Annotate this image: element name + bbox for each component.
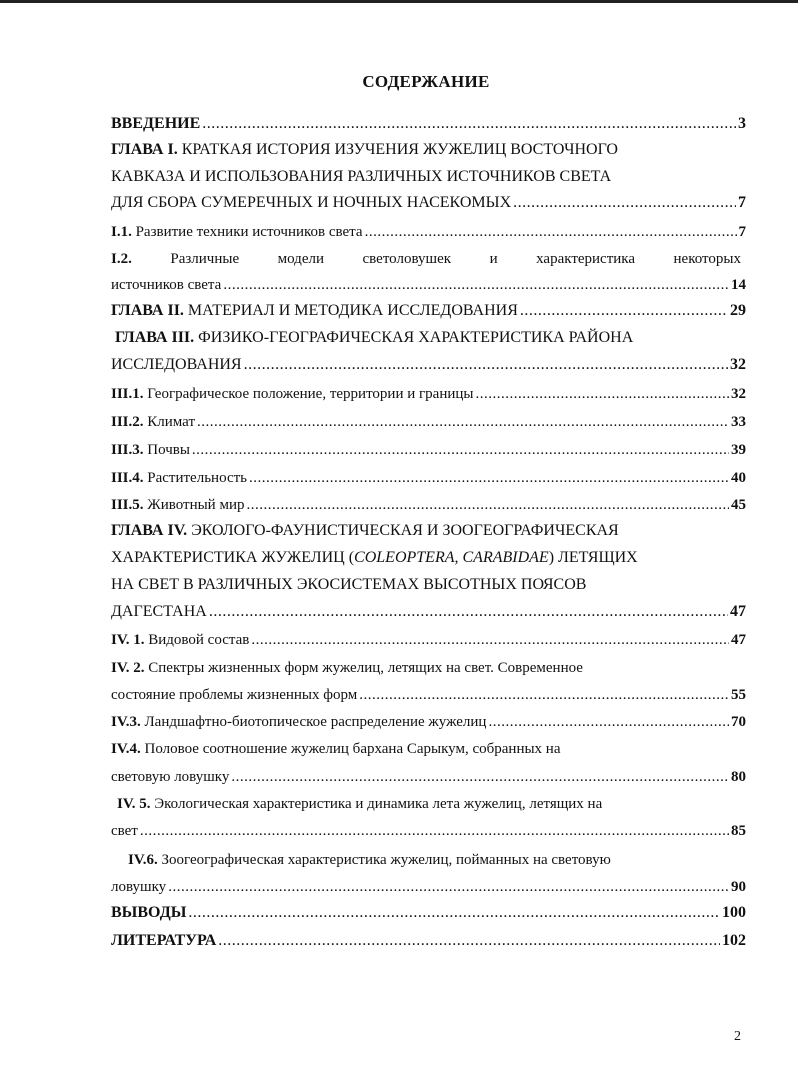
page-ref: 45	[731, 497, 746, 513]
dot-leader	[192, 442, 729, 459]
toc-entry-chapter-4-line4[interactable]	[111, 603, 746, 621]
page-ref: 32	[730, 356, 746, 373]
entry-text: ИССЛЕДОВАНИЯ	[111, 356, 242, 373]
entry-text: ХАРАКТЕРИСТИКА ЖУЖЕЛИЦ (	[111, 549, 355, 566]
page-ref: 85	[731, 823, 746, 839]
page-ref: 55	[731, 687, 746, 703]
dot-leader	[218, 932, 720, 950]
page-ref: 102	[722, 932, 746, 949]
dot-leader	[188, 904, 720, 922]
page-ref: 14	[731, 277, 746, 293]
toc-entry-chapter-3-line1[interactable]	[115, 329, 633, 347]
toc-entry-4-3[interactable]	[111, 714, 746, 731]
section-number: IV.4.	[111, 741, 141, 757]
toc-entry-3-4[interactable]	[111, 470, 746, 487]
page-ref: 90	[731, 879, 746, 895]
entry-text: ловушку	[111, 879, 167, 895]
dot-leader	[520, 302, 728, 320]
entry-label: ЛИТЕРАТУРА	[111, 932, 217, 949]
chapter-title: ЭКОЛОГО-ФАУНИСТИЧЕСКАЯ И ЗООГЕОГРАФИЧЕСКАЯ	[191, 522, 619, 539]
dot-leader	[488, 714, 729, 731]
chapter-label: ГЛАВА I.	[111, 141, 178, 158]
section-number: I.2.	[111, 251, 132, 267]
toc-entry-1-1[interactable]	[111, 224, 746, 241]
page-ref: 39	[731, 442, 746, 458]
toc-entry-literature[interactable]	[111, 932, 746, 950]
dot-leader	[249, 470, 729, 487]
dot-leader	[202, 115, 736, 133]
page-ref: 7	[738, 194, 746, 211]
page-ref: 29	[730, 302, 746, 319]
section-number: III.1.	[111, 386, 144, 402]
entry-text: Спектры жизненных форм жужелиц, летящих на свет. Современное	[148, 660, 583, 676]
chapter-title: ФИЗИКО-ГЕОГРАФИЧЕСКАЯ ХАРАКТЕРИСТИКА РАЙОНА	[198, 329, 634, 346]
dot-leader	[209, 603, 728, 621]
page-ref: 47	[730, 603, 746, 620]
section-number: I.1.	[111, 224, 132, 240]
dot-leader	[197, 414, 729, 431]
toc-entry-conclusions[interactable]	[111, 904, 746, 922]
section-number: IV.3.	[111, 714, 141, 730]
page-ref: 33	[731, 414, 746, 430]
entry-text: Половое соотношение жужелиц бархана Сарыкум, собранных на	[144, 741, 561, 757]
entry-text: ДЛЯ СБОРА СУМЕРЕЧНЫХ И НОЧНЫХ НАСЕКОМЫХ	[111, 194, 512, 211]
section-number: III.3.	[111, 442, 144, 458]
entry-text: Климат	[147, 414, 195, 430]
page-ref: 7	[738, 224, 746, 240]
page-ref: 70	[731, 714, 746, 730]
page-ref: 80	[731, 769, 746, 785]
entry-text: Географическое положение, территории и границы	[147, 386, 474, 402]
dot-leader	[246, 497, 729, 514]
dot-leader	[513, 194, 736, 212]
toc-entry-4-1[interactable]	[111, 632, 746, 649]
toc-entry-chapter-1-line1[interactable]	[111, 141, 618, 159]
section-number: III.4.	[111, 470, 144, 486]
toc-entry-chapter-2[interactable]	[111, 302, 746, 320]
chapter-label: ГЛАВА III.	[115, 329, 195, 346]
entry-text: источников света	[111, 277, 222, 293]
entry-text: световую ловушку	[111, 769, 230, 785]
page-number: 2	[734, 1029, 741, 1044]
dot-leader	[251, 632, 729, 649]
page-ref: 3	[738, 115, 746, 132]
toc-entry-3-1[interactable]	[111, 386, 746, 403]
entry-word: светоловушек	[362, 251, 452, 267]
entry-label: ВЫВОДЫ	[111, 904, 187, 921]
entry-text: ) ЛЕТЯЩИХ	[548, 549, 638, 566]
entry-text: Почвы	[147, 442, 190, 458]
entry-text: Животный мир	[147, 497, 245, 513]
toc-entry-4-2-line2[interactable]	[111, 687, 746, 704]
entry-text: Развитие техники источников света	[135, 224, 363, 240]
dot-leader	[359, 687, 729, 704]
dot-leader	[223, 277, 729, 294]
chapter-label: ГЛАВА IV.	[111, 522, 188, 539]
toc-entry-chapter-4-line2	[111, 549, 638, 567]
toc-entry-intro[interactable]	[111, 115, 746, 133]
entry-text: ДАГЕСТАНА	[111, 603, 207, 620]
toc-entry-chapter-3-line2[interactable]	[111, 356, 746, 374]
entry-word: характеристика	[536, 251, 636, 267]
dot-leader	[168, 879, 729, 896]
dot-leader	[476, 386, 730, 403]
dot-leader	[231, 769, 729, 786]
entry-label: ВВЕДЕНИЕ	[111, 115, 201, 132]
toc-entry-4-5-line1[interactable]	[117, 796, 602, 813]
toc-entry-chapter-4-line1[interactable]	[111, 522, 619, 540]
page-ref: 47	[731, 632, 746, 648]
toc-entry-4-6-line1[interactable]	[128, 852, 611, 869]
dot-leader	[365, 224, 737, 241]
section-number: IV.6.	[128, 852, 158, 868]
dot-leader	[140, 823, 729, 840]
toc-entry-3-5[interactable]	[111, 497, 746, 514]
section-number: IV. 2.	[111, 660, 145, 676]
page-ref: 100	[722, 904, 746, 921]
entry-text: Ландшафтно-биотопическое распределение жужелиц	[144, 714, 487, 730]
entry-text: Видовой состав	[148, 632, 250, 648]
page-ref: 40	[731, 470, 746, 486]
entry-word: некоторых	[673, 251, 741, 267]
entry-word: Различные	[170, 251, 240, 267]
dot-leader	[244, 356, 728, 374]
chapter-label: ГЛАВА II.	[111, 302, 184, 319]
toc-entry-1-2-line2[interactable]	[111, 277, 746, 294]
taxon-name: COLEOPTERA, CARABIDAE	[354, 549, 549, 566]
toc-entry-1-2-line1[interactable]	[111, 251, 741, 268]
section-number: IV. 1.	[111, 632, 145, 648]
chapter-title: МАТЕРИАЛ И МЕТОДИКА ИССЛЕДОВАНИЯ	[187, 302, 518, 319]
toc-entry-chapter-1-line3[interactable]	[111, 194, 746, 212]
toc-entry-4-6-line2[interactable]	[111, 879, 746, 896]
toc-entry-3-3[interactable]	[111, 442, 746, 459]
page-title: СОДЕРЖАНИЕ	[362, 72, 490, 91]
toc-entry-4-4-line2[interactable]	[111, 769, 746, 786]
toc-entry-4-2-line1[interactable]	[111, 660, 583, 677]
entry-text: Растительность	[147, 470, 247, 486]
toc-entry-3-2[interactable]	[111, 414, 746, 431]
toc-entry-4-5-line2[interactable]	[111, 823, 746, 840]
entry-text: Экологическая характеристика и динамика лета жужелиц, летящих на	[154, 796, 603, 812]
section-number: III.2.	[111, 414, 144, 430]
entry-text: состояние проблемы жизненных форм	[111, 687, 358, 703]
toc-entry-4-4-line1[interactable]	[111, 741, 561, 758]
toc-entry-chapter-4-line3: НА СВЕТ В РАЗЛИЧНЫХ ЭКОСИСТЕМАХ ВЫСОТНЫХ ПОЯСОВ	[111, 576, 587, 593]
page-ref: 32	[731, 386, 746, 402]
section-number: III.5.	[111, 497, 144, 513]
entry-text: Зоогеографическая характеристика жужелиц, пойманных на световую	[161, 852, 611, 868]
entry-word: и	[489, 251, 498, 267]
entry-text: свет	[111, 823, 138, 839]
entry-word: модели	[277, 251, 324, 267]
section-number: IV. 5.	[117, 796, 151, 812]
toc-entry-chapter-1-line2: КАВКАЗА И ИСПОЛЬЗОВАНИЯ РАЗЛИЧНЫХ ИСТОЧНИКОВ СВЕТА	[111, 168, 612, 185]
chapter-title: КРАТКАЯ ИСТОРИЯ ИЗУЧЕНИЯ ЖУЖЕЛИЦ ВОСТОЧНОГО	[181, 141, 618, 158]
